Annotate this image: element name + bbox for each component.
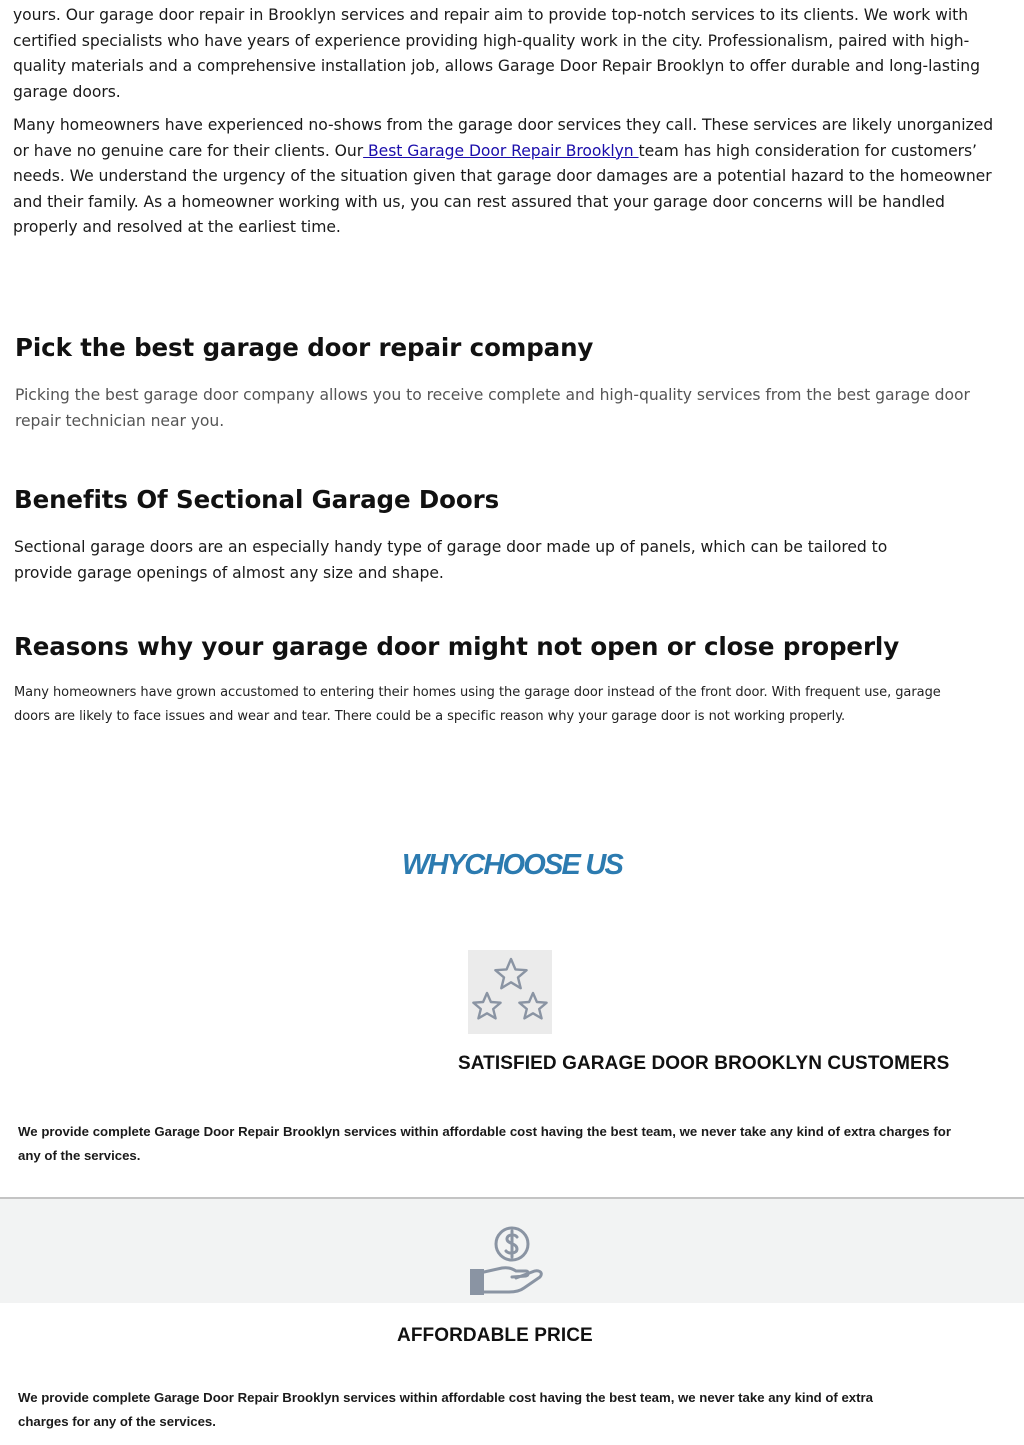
hand-icon <box>484 1268 541 1292</box>
section-text-reasons: Many homeowners have grown accustomed to entering their homes using the garage door instead of the front door. With frequent use, garage doors are likely to face issues and wear and tear. There could be a specific reason why your garage door is not working properly. <box>14 685 941 724</box>
star-top-icon <box>495 959 526 988</box>
intro-paragraph-2-text-before: Many homeowners have experienced no-shows from the garage door services they call. These services are likely unorganized or have no genuine care for their clients. Our <box>13 116 994 160</box>
best-garage-door-repair-link[interactable]: Best Garage Door Repair Brooklyn <box>363 141 639 160</box>
section-text-pick-best: Picking the best garage door company allows you to receive complete and high-quality services from the best garage door repair technician near you. <box>15 386 970 430</box>
why-choose-us-title: WHYCHOOSE US <box>401 849 623 881</box>
feature-title-satisfied-customers: SATISFIED GARAGE DOOR BROOKLYN CUSTOMERS <box>458 1053 950 1074</box>
section-heading-reasons: Reasons why your garage door might not open or close properly <box>14 632 900 661</box>
section-text-benefits: Sectional garage doors are an especially handy type of garage door made up of panels, which can be tailored to provide garage openings of almost any size and shape. <box>14 538 888 582</box>
feature-text-affordable-price: We provide complete Garage Door Repair Brooklyn services within affordable cost having the best team, we never take any kind of extra charges for any of the services. <box>18 1390 874 1429</box>
feature-text-satisfied-customers: We provide complete Garage Door Repair Brooklyn services within affordable cost having the best team, we never take any kind of extra charges for any of the services. <box>18 1124 951 1163</box>
dollar-hand-icon <box>466 1222 554 1300</box>
intro-paragraph-2-text-after: team has high consideration for customers’ needs. We understand the urgency of the situation given that garage door damages are a potential hazard to the homeowner and their family. As a homeowner working with us, you can rest assured that your garage door concerns will be handled properly and resolved at the earliest time. <box>13 141 992 237</box>
cuff-icon <box>470 1269 484 1295</box>
feature-title-affordable-price: AFFORDABLE PRICE <box>397 1325 593 1346</box>
star-right-icon <box>519 993 546 1018</box>
intro-paragraph-1: yours. Our garage door repair in Brooklyn services and repair aim to provide top-notch services to its clients. We work with certified specialists who have years of experience providing high-quality work in the city. Professionalism, paired with high-quality materials and a comprehensive installation job, allows Garage Door Repair Brooklyn to offer durable and long-lasting garage doors. <box>13 6 980 101</box>
intro-paragraph-2 <box>13 113 1005 241</box>
section-heading-pick-best: Pick the best garage door repair company <box>15 333 594 362</box>
section-heading-benefits: Benefits Of Sectional Garage Doors <box>14 485 500 514</box>
stars-icon <box>468 950 552 1034</box>
star-left-icon <box>473 993 500 1018</box>
dollar-sign-icon <box>506 1231 517 1257</box>
